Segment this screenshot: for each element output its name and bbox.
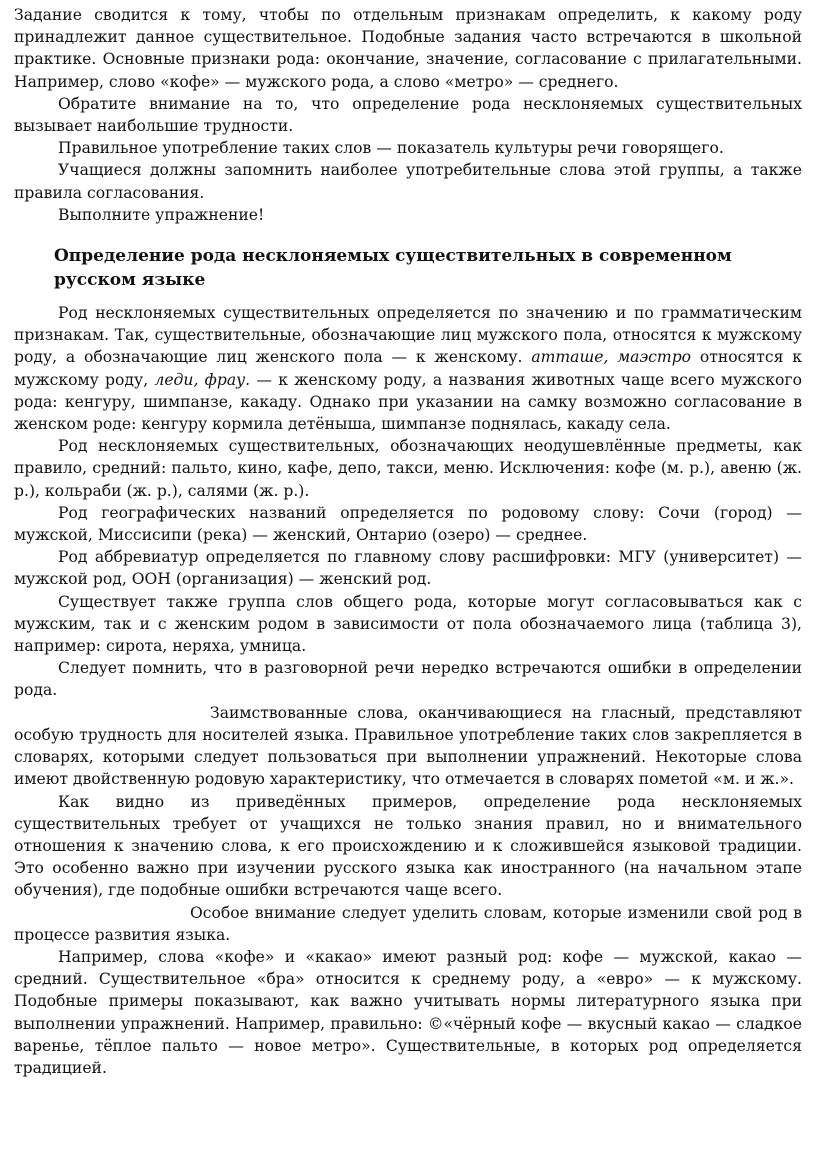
paragraph: Род аббревиатур определяется по главному слову расшифровки: МГУ (университет) — мужской род, ООН (организация) — женский род. xyxy=(14,548,802,589)
section-heading: Определение рода несклоняемых существительных в современном русском языке xyxy=(54,246,732,291)
paragraph: Род географических названий определяется по родовому слову: Сочи (город) — мужской, Миссисипи (река) — женский, Онтарио (озеро) — среднее. xyxy=(14,503,802,545)
paragraph: Правильное употребление таких слов — показатель культуры речи говорящего. xyxy=(58,139,724,158)
paragraph xyxy=(14,302,802,435)
paragraph: Задание сводится к тому, чтобы по отдельным признакам определить, к какому роду принадлежит данное существительное. Подобные задания часто встречаются в школьной практике. Основные признаки рода: окончание, значение, согласование с прилагательными. Например, слово «кофе» — мужского рода, а слово «метро» — среднего. xyxy=(14,6,802,91)
paragraph-text: Род несклоняемых существительных определяется по значению и по грамматическим признакам. Так, существительные, обозначающие лиц мужского пола, относятся к мужскому роду, а обозначающие лиц женского пола — к женскому. xyxy=(14,304,802,367)
paragraph-text: — к женскому роду, а названия животных чаще всего мужского рода: кенгуру, шимпанзе, какаду. Однако при указании на самку возможно согласование в женском роде: кенгуру кормила детёныша, шимпанзе поднялась, какаду села. xyxy=(14,370,802,434)
paragraph: Заимствованные слова, оканчивающиеся на гласный, представляют особую трудность для носителей языка. Правильное употребление таких слов закрепляется в словарях, которыми следует пользоваться при выполнении упражнений. Некоторые слова имеют двойственную родовую характеристику, что отмечается в словарях пометой «м. и ж.». xyxy=(14,703,802,789)
paragraph: Следует помнить, что в разговорной речи нередко встречаются ошибки в определении рода. xyxy=(14,659,802,700)
paragraph: Существует также группа слов общего рода, которые могут согласовываться как с мужским, так и с женским родом в зависимости от пола обозначаемого лица (таблица 3), например: сирота, неряха, умница. xyxy=(14,592,802,656)
paragraph: Как видно из приведённых примеров, определение рода несклоняемых существительных требует от учащихся не только знания правил, но и внимательного отношения к значению слова, к его происхождению и к сложившейся языковой традиции. Это особенно важно при изучении русского языка как иностранного (на начальном этапе обучения), где подобные ошибки встречаются чаще всего. xyxy=(14,792,802,900)
paragraph: Например, слова «кофе» и «какао» имеют разный род: кофе — мужской, какао — средний. Существительное «бра» относится к среднему роду, а «евро» — к мужскому. Подобные примеры показывают, как важно учитывать нормы литературного языка при выполнении упражнений. Например, правильно: ©«чёрный кофе — вкусный какао — сладкое варенье, тёплое пальто — новое метро». Существительные, в которых род определяется традицией. xyxy=(14,947,802,1077)
paragraph: Выполните упражнение! xyxy=(58,205,265,224)
paragraph: Особое внимание следует уделить словам, которые изменили свой род в процессе развития языка. xyxy=(14,903,802,944)
paragraph: Учащиеся должны запомнить наиболее употребительные слова этой группы, а также правила согласования. xyxy=(14,161,802,202)
paragraph-text: относятся к мужскому роду, xyxy=(14,348,802,389)
italic-term: атташе, маэстро xyxy=(531,348,692,367)
italic-term: леди, фрау. xyxy=(154,370,251,389)
paragraph: Род несклоняемых существительных, обозначающих неодушевлённые предметы, как правило, средний: пальто, кино, кафе, депо, такси, меню. Исключения: кофе (м. р.), авеню (ж. р.), кольраби (ж. р.), салями (ж. р.). xyxy=(14,437,802,500)
paragraph: Обратите внимание на то, что определение рода несклоняемых существительных вызывает наибольшие трудности. xyxy=(14,94,802,136)
